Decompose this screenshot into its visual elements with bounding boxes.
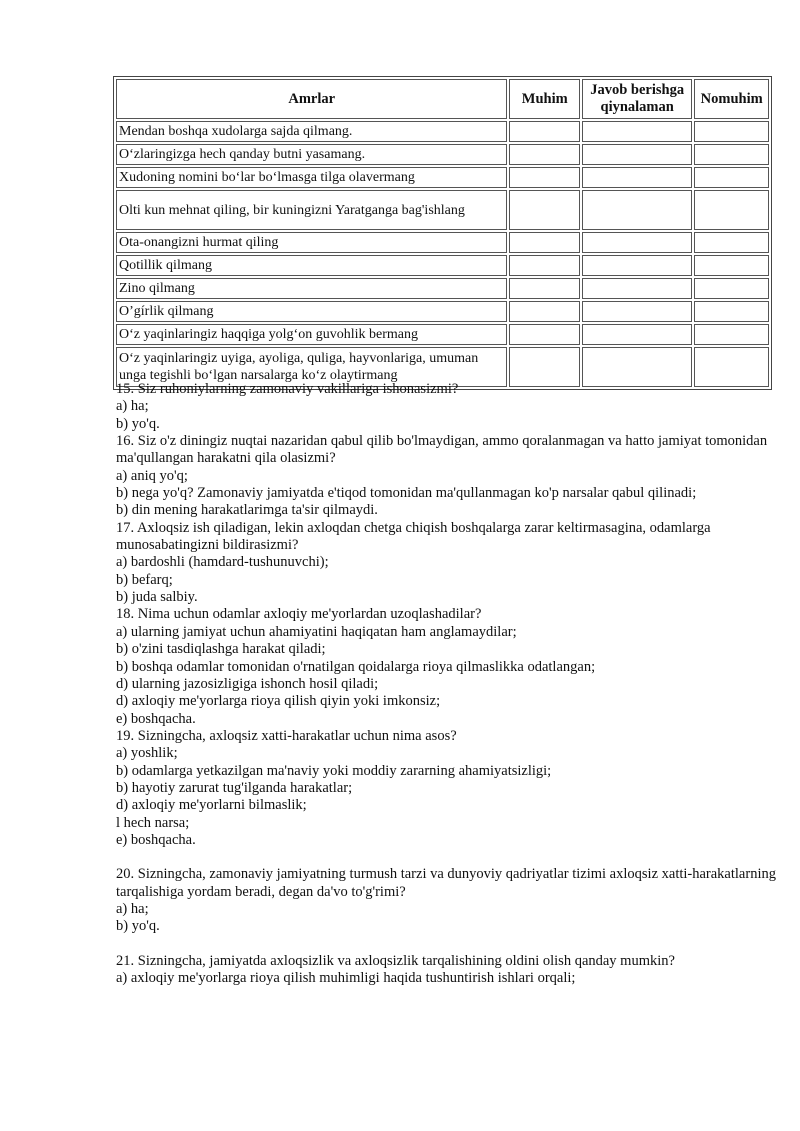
table-row bbox=[116, 190, 769, 230]
rating-cell[interactable] bbox=[509, 324, 580, 345]
rating-cell[interactable] bbox=[694, 144, 769, 165]
answer-option: b) o'zini tasdiqlashga harakat qiladi; bbox=[116, 641, 326, 658]
rating-cell[interactable] bbox=[694, 324, 769, 345]
rating-cell[interactable] bbox=[582, 324, 692, 345]
answer-option: l hech narsa; bbox=[116, 814, 190, 831]
answer-option: e) boshqacha. bbox=[116, 831, 196, 848]
answer-option: a) yoshlik; bbox=[116, 745, 178, 762]
table-row bbox=[116, 324, 769, 345]
header-commands: Amrlar bbox=[116, 79, 507, 119]
questionnaire-text bbox=[116, 381, 776, 987]
rating-cell[interactable] bbox=[694, 255, 769, 276]
question-text: 15. Siz ruhoniylarning zamonaviy vakillariga ishonasizmi? bbox=[116, 381, 459, 397]
rating-cell[interactable] bbox=[694, 190, 769, 230]
answer-option: a) ularning jamiyat uchun ahamiyatini haqiqatan ham anglamaydilar; bbox=[116, 623, 517, 640]
answer-option: b) juda salbiy. bbox=[116, 589, 198, 606]
answer-option: a) ha; bbox=[116, 900, 149, 917]
rating-cell[interactable] bbox=[509, 301, 580, 322]
command-cell: Olti kun mehnat qiling, bir kuningizni Yaratganga bag'ishlang bbox=[116, 190, 507, 230]
answer-option: a) bardoshli (hamdard-tushunuvchi); bbox=[116, 554, 329, 571]
rating-cell[interactable] bbox=[582, 121, 692, 142]
table-header-row bbox=[116, 79, 769, 119]
command-cell: O‘z yaqinlaringiz uyiga, ayoliga, quliga, hayvonlariga, umuman unga tegishli bo‘lgan narsalarga ko‘z olaytirmang bbox=[116, 347, 507, 387]
rating-cell[interactable] bbox=[582, 232, 692, 253]
question-text: 16. Siz o'z diningiz nuqtai nazaridan qabul qilib bo'lmaydigan, ammo qoralanmagan va hatto jamiyat tomonidan ma'qullangan harakatni qila olasizmi? bbox=[116, 433, 768, 467]
question-text: 17. Axloqsiz ish qiladigan, lekin axloqdan chetga chiqish boshqalarga zarar keltirmasagina, odamlarga munosabatingizni bildirasizmi? bbox=[116, 519, 711, 554]
header-important: Muhim bbox=[509, 79, 580, 119]
rating-cell[interactable] bbox=[694, 301, 769, 322]
rating-cell[interactable] bbox=[509, 121, 580, 142]
command-cell: Ota-onangizni hurmat qiling bbox=[116, 232, 507, 253]
answer-option: b) din mening harakatlarimga ta'sir qilmaydi. bbox=[116, 502, 378, 519]
answer-option: d) ularning jazosizligiga ishonch hosil qiladi; bbox=[116, 675, 379, 692]
table-row bbox=[116, 301, 769, 322]
answer-option: b) nega yo'q? Zamonaviy jamiyatda e'tiqod tomonidan ma'qullanmagan ko'p narsalar qabul qilinadi; bbox=[116, 485, 697, 502]
rating-cell[interactable] bbox=[509, 144, 580, 165]
spacer bbox=[116, 936, 776, 953]
answer-option: b) odamlarga yetkazilgan ma'naviy yoki moddiy zararning ahamiyatsizligi; bbox=[116, 762, 552, 779]
header-hard-to-answer: Javob berishga qiynalaman bbox=[582, 79, 692, 119]
command-cell: Qotillik qilmang bbox=[116, 255, 507, 276]
command-cell: O’gírlik qilmang bbox=[116, 301, 507, 322]
rating-cell[interactable] bbox=[694, 167, 769, 188]
answer-option: b) yo'q. bbox=[116, 918, 160, 935]
answer-option: b) hayotiy zarurat tug'ilganda harakatlar; bbox=[116, 779, 353, 796]
answer-option: b) befarq; bbox=[116, 571, 173, 588]
question-text: 21. Sizningcha, jamiyatda axloqsizlik va axloqsizlik tarqalishining oldini olish qanday mumkin? bbox=[116, 952, 675, 969]
answer-option: a) axloqiy me'yorlarga rioya qilish muhimligi haqida tushuntirish ishlari orqali; bbox=[116, 970, 576, 986]
rating-cell[interactable] bbox=[509, 255, 580, 276]
rating-cell[interactable] bbox=[694, 232, 769, 253]
table-row bbox=[116, 232, 769, 253]
table-row bbox=[116, 144, 769, 165]
table-row bbox=[116, 121, 769, 142]
rating-cell[interactable] bbox=[582, 190, 692, 230]
header-unimportant: Nomuhim bbox=[694, 79, 769, 119]
rating-cell[interactable] bbox=[582, 255, 692, 276]
rating-cell[interactable] bbox=[509, 232, 580, 253]
rating-cell[interactable] bbox=[582, 301, 692, 322]
table-row bbox=[116, 255, 769, 276]
answer-option: d) axloqiy me'yorlarni bilmaslik; bbox=[116, 797, 307, 814]
answer-option: e) boshqacha. bbox=[116, 710, 196, 727]
rating-cell[interactable] bbox=[582, 278, 692, 299]
question-text: 20. Sizningcha, zamonaviy jamiyatning turmush tarzi va dunyoviy qadriyatlar tizimi axloqsiz xatti-harakatlarning tarqalishiga yordam beradi, degan da'vo to'g'rimi? bbox=[116, 866, 776, 900]
question-text: 19. Sizningcha, axloqsiz xatti-harakatlar uchun nima asos? bbox=[116, 727, 457, 744]
command-cell: Zino qilmang bbox=[116, 278, 507, 299]
rating-cell[interactable] bbox=[582, 144, 692, 165]
answer-option: b) yo'q. bbox=[116, 415, 160, 432]
answer-option: b) boshqa odamlar tomonidan o'rnatilgan qoidalarga rioya qilmaslikka odatlangan; bbox=[116, 658, 596, 675]
rating-cell[interactable] bbox=[582, 167, 692, 188]
rating-cell[interactable] bbox=[509, 278, 580, 299]
commandments-table bbox=[113, 76, 772, 390]
spacer bbox=[116, 849, 776, 866]
table-row bbox=[116, 278, 769, 299]
rating-cell[interactable] bbox=[694, 121, 769, 142]
rating-cell[interactable] bbox=[509, 190, 580, 230]
command-cell: Mendan boshqa xudolarga sajda qilmang. bbox=[116, 121, 507, 142]
question-text: 18. Nima uchun odamlar axloqiy me'yorlardan uzoqlashadilar? bbox=[116, 606, 482, 623]
answer-option: d) axloqiy me'yorlarga rioya qilish qiyin yoki imkonsiz; bbox=[116, 693, 441, 710]
answer-option: a) ha; bbox=[116, 398, 149, 415]
answer-option: a) aniq yo'q; bbox=[116, 467, 188, 484]
command-cell: O‘z yaqinlaringiz haqqiga yolg‘on guvohlik bermang bbox=[116, 324, 507, 345]
rating-cell[interactable] bbox=[509, 167, 580, 188]
command-cell: Xudoning nomini bo‘lar bo‘lmasga tilga olavermang bbox=[116, 167, 507, 188]
table-row bbox=[116, 167, 769, 188]
rating-cell[interactable] bbox=[694, 278, 769, 299]
command-cell: O‘zlaringizga hech qanday butni yasamang. bbox=[116, 144, 507, 165]
